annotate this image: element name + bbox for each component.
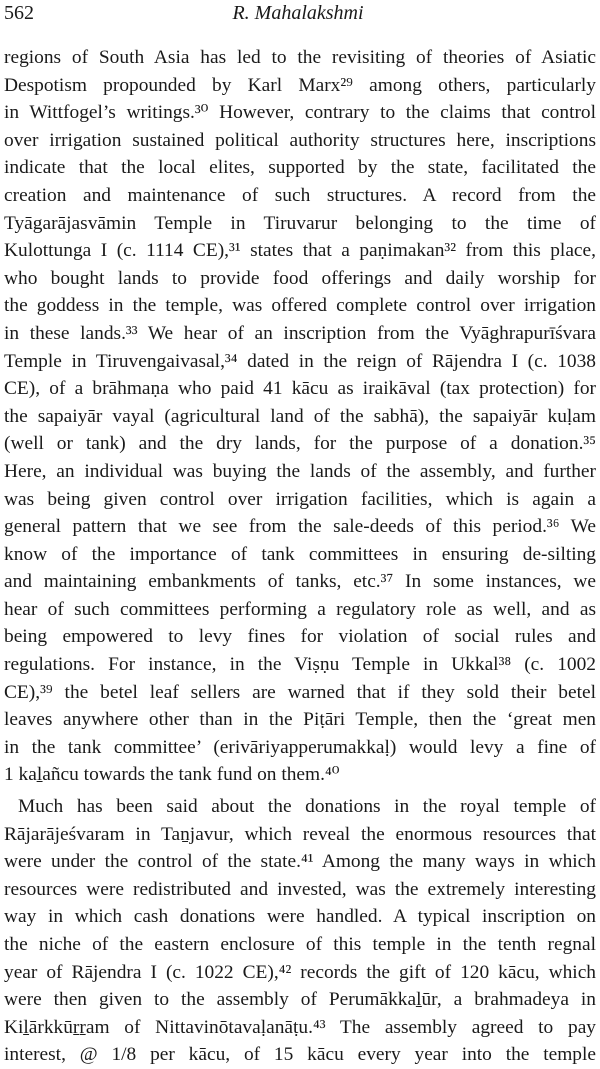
- text-line: was being given control over irrigation facilities, which is again a: [4, 488, 596, 510]
- text-line: CE),³⁹ the betel leaf sellers are warned that if they sold their betel: [4, 681, 596, 703]
- text-line: interest, @ 1/8 per kācu, of 15 kācu every year into the temple: [4, 1044, 596, 1066]
- text-line: way in which cash donations were handled. A typical inscription on: [4, 906, 596, 928]
- text-line: Tyāgarājasvāmin Temple in Tiruvarur belonging to the time of: [4, 212, 596, 234]
- text-line: regulations. For instance, in the Viṣṇu Temple in Ukkal³⁸ (c. 1002: [4, 654, 596, 676]
- text-line: Kulottunga I (c. 1114 CE),³¹ states that a paṇimakan³² from this place,: [4, 240, 596, 262]
- text-line: CE), of a brāhmaṇa who paid 41 kācu as iraikāval (tax protection) for: [4, 378, 596, 400]
- text-line: were under the control of the state.⁴¹ Among the many ways in which: [4, 851, 596, 873]
- text-line: Here, an individual was buying the lands of the assembly, and further: [4, 460, 596, 482]
- text-line: (well or tank) and the dry lands, for the purpose of a donation.³⁵: [4, 433, 596, 455]
- text-line: hear of such committees performing a regulatory role as well, and as: [4, 598, 596, 620]
- text-line: year of Rājendra I (c. 1022 CE),⁴² records the gift of 120 kācu, which: [4, 961, 596, 983]
- text-line: were then given to the assembly of Perumākkaḻūr, a brahmadeya in: [4, 989, 596, 1011]
- text-line: who bought lands to provide food offerings and daily worship for: [4, 267, 596, 289]
- text-line: know of the importance of tank committees in ensuring de-silting: [4, 543, 596, 565]
- text-line: in the tank committee’ (erivāriyapperumakkaḷ) would levy a fine of: [4, 736, 596, 758]
- text-line: Much has been said about the donations in the royal temple of: [18, 796, 596, 818]
- running-head: R. Mahalakshmi: [232, 2, 364, 24]
- text-line: 1 kaḻañcu towards the tank fund on them.⁴⁰: [4, 764, 340, 786]
- text-line: the niche of the eastern enclosure of this temple in the tenth regnal: [4, 934, 596, 955]
- text-line: and maintaining embankments of tanks, etc.³⁷ In some instances, we: [4, 571, 596, 593]
- text-line: general pattern that we see from the sale-deeds of this period.³⁶ We: [4, 516, 596, 538]
- page-number: 562: [4, 2, 34, 24]
- text-line: the goddess in the temple, was offered complete control over irrigation: [4, 295, 596, 317]
- text-line: in Wittfogel’s writings.³⁰ However, contrary to the claims that control: [4, 102, 596, 124]
- text-line: the sapaiyār vayal (agricultural land of the sabhā), the sapaiyār kuḷam: [4, 405, 596, 427]
- text-line: in these lands.³³ We hear of an inscription from the Vyāghrapurīśvara: [4, 322, 596, 344]
- text-line: creation and maintenance of such structures. A record from the: [4, 184, 596, 206]
- text-line: being empowered to levy fines for violation of social rules and: [4, 626, 596, 648]
- body-text: [4, 44, 596, 1069]
- paragraph-2: [4, 793, 596, 1069]
- page-header: [4, 0, 592, 30]
- paragraph-1: [4, 44, 596, 789]
- text-line: indicate that the local elites, supported by the state, facilitated the: [4, 157, 596, 179]
- text-line: regions of South Asia has led to the revisiting of theories of Asiatic: [4, 47, 596, 68]
- text-line: Despotism propounded by Karl Marx²⁹ among others, particularly: [4, 74, 596, 96]
- text-line: resources were redistributed and invested, was the extremely interesting: [4, 878, 596, 900]
- text-line: Kiḻārkkūṟṟam of Nittavinōtavaḷanāṭu.⁴³ The assembly agreed to pay: [4, 1016, 596, 1038]
- text-line: over irrigation sustained political authority structures here, inscriptions: [4, 129, 596, 151]
- text-line: Rājarājeśvaram in Taṉjavur, which reveal the enormous resources that: [4, 823, 596, 845]
- text-line: Temple in Tiruvengaivasal,³⁴ dated in the reign of Rājendra I (c. 1038: [4, 350, 596, 372]
- text-line: leaves anywhere other than in the Piṭāri Temple, then the ‘great men: [4, 709, 596, 731]
